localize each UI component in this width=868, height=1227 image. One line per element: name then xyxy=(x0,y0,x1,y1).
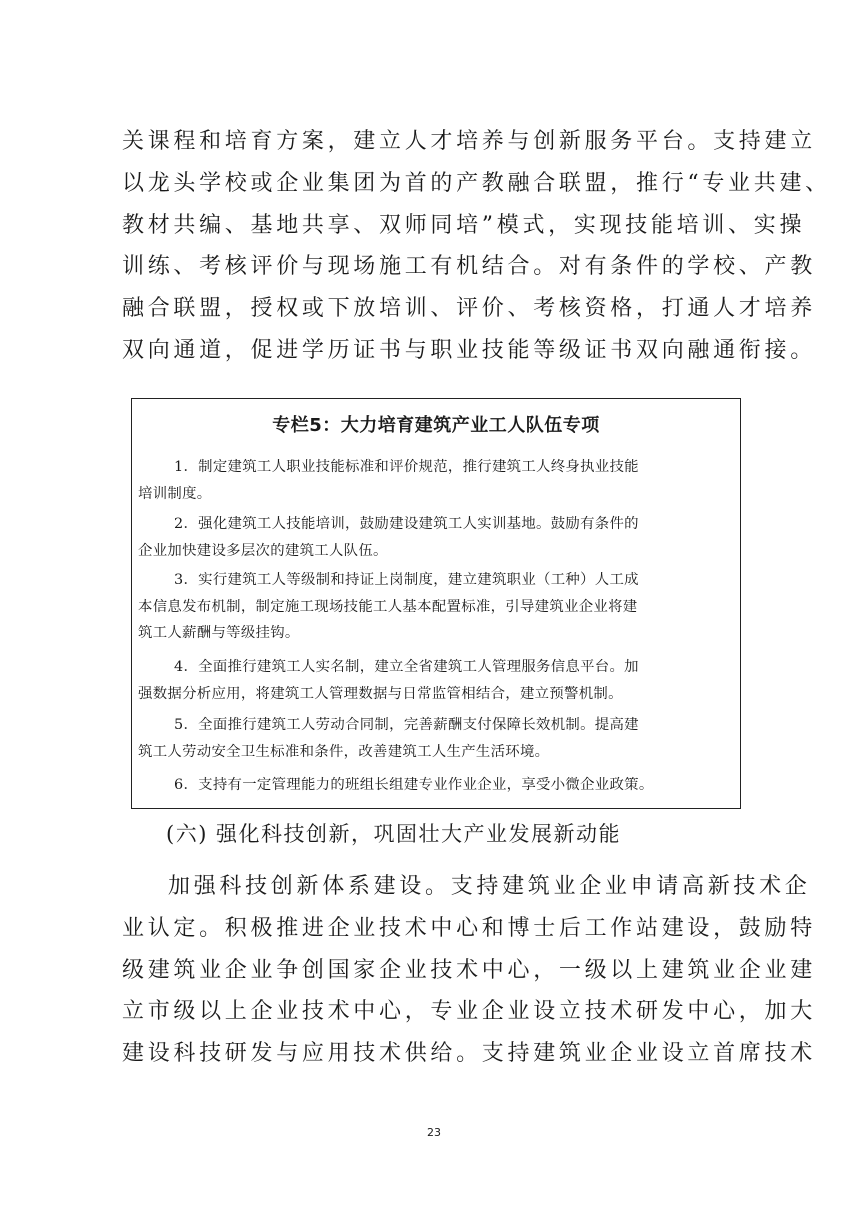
box-item-line: 3．实行建筑工人等级制和持证上岗制度，建立建筑职业（工种）人工成 xyxy=(174,572,639,588)
text-line: 融合联盟，授权或下放培训、评价、考核资格，打通人才培养 xyxy=(122,296,816,322)
text-line: 教材共编、基地共享、双师同培”模式，实现技能培训、实操 xyxy=(122,212,806,238)
text-line: 以龙头学校或企业集团为首的产教融合联盟，推行“专业共建、 xyxy=(122,170,831,196)
body-paragraph-bottom xyxy=(122,866,816,1075)
page-number: 23 xyxy=(427,1126,441,1139)
box-item-3 xyxy=(138,567,736,647)
section-heading: (六) 强化科技创新，巩固壮大产业发展新动能 xyxy=(166,822,622,846)
box-title: 专栏5：大力培育建筑产业工人队伍专项 xyxy=(272,415,600,436)
box-item-line: 6．支持有一定管理能力的班组长组建专业作业企业，享受小微企业政策。 xyxy=(174,777,654,793)
box-item-line: 筑工人薪酬与等级挂钩。 xyxy=(138,625,300,641)
text-line: 训练、考核评价与现场施工有机结合。对有条件的学校、产教 xyxy=(122,254,816,280)
text-line: 双向通道，促进学历证书与职业技能等级证书双向融通衔接。 xyxy=(122,337,816,363)
body-paragraph-top xyxy=(122,121,831,372)
text-line: 业认定。积极推进企业技术中心和博士后工作站建设，鼓励特 xyxy=(122,915,816,941)
box-item-line: 2．强化建筑工人技能培训，鼓励建设建筑工人实训基地。鼓励有条件的 xyxy=(174,516,639,532)
box-item-line: 4．全面推行建筑工人实名制，建立全省建筑工人管理服务信息平台。加 xyxy=(174,659,639,675)
box-item-1 xyxy=(138,454,736,507)
box-item-line: 培训制度。 xyxy=(138,485,212,502)
text-line: 立市级以上企业技术中心，专业企业设立技术研发中心，加大 xyxy=(122,999,816,1025)
box-item-line: 强数据分析应用，将建筑工人管理数据与日常监管相结合，建立预警机制。 xyxy=(138,685,623,702)
box-item-2 xyxy=(138,511,736,564)
text-line: 级建筑业企业争创国家企业技术中心，一级以上建筑业企业建 xyxy=(122,957,816,983)
box-item-line: 企业加快建设多层次的建筑工人队伍。 xyxy=(138,542,388,559)
box-item-6 xyxy=(138,772,736,799)
text-line: 关课程和培育方案，建立人才培养与创新服务平台。支持建立 xyxy=(122,129,816,154)
box-item-5 xyxy=(138,712,736,765)
box-item-4 xyxy=(138,654,736,707)
text-line: 建设科技研发与应用技术供给。支持建筑业企业设立首席技术 xyxy=(122,1041,816,1067)
box-item-line: 1．制定建筑工人职业技能标准和评价规范，推行建筑工人终身执业技能 xyxy=(174,459,639,475)
special-column-box xyxy=(131,398,741,809)
box-item-line: 本信息发布机制，制定施工现场技能工人基本配置标准，引导建筑业企业将建 xyxy=(138,598,638,615)
box-item-line: 筑工人劳动安全卫生标准和条件，改善建筑工人生产生活环境。 xyxy=(138,743,550,760)
text-line: 加强科技创新体系建设。支持建筑业企业申请高新技术企 xyxy=(168,874,811,899)
box-item-line: 5．全面推行建筑工人劳动合同制，完善薪酬支付保障长效机制。提高建 xyxy=(174,717,639,733)
